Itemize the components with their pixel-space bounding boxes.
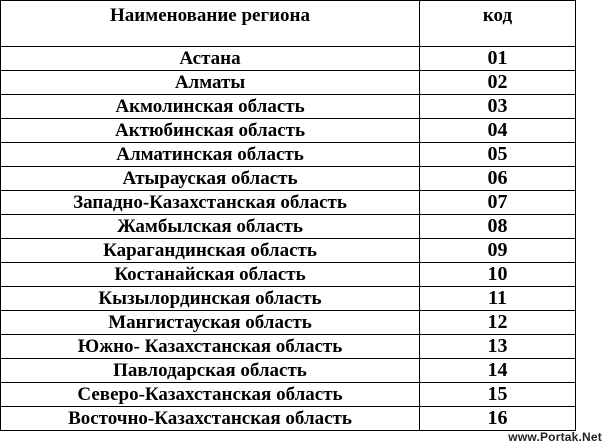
table-row bbox=[1, 71, 576, 95]
table-row bbox=[1, 239, 576, 263]
region-name-cell: Атырауская область bbox=[1, 167, 420, 191]
table-row bbox=[1, 263, 576, 287]
region-name-cell: Восточно-Казахстанская область bbox=[1, 407, 420, 431]
table-row bbox=[1, 143, 576, 167]
region-code-cell: 03 bbox=[420, 95, 576, 119]
region-name-cell: Астана bbox=[1, 47, 420, 71]
region-code-cell: 02 bbox=[420, 71, 576, 95]
region-name-cell: Алматинская область bbox=[1, 143, 420, 167]
table-row bbox=[1, 335, 576, 359]
region-name-cell: Жамбылская область bbox=[1, 215, 420, 239]
table-row bbox=[1, 95, 576, 119]
table-row bbox=[1, 311, 576, 335]
table-row bbox=[1, 287, 576, 311]
region-name-cell: Западно-Казахстанская область bbox=[1, 191, 420, 215]
region-code-cell: 16 bbox=[420, 407, 576, 431]
table-row bbox=[1, 215, 576, 239]
region-code-cell: 08 bbox=[420, 215, 576, 239]
region-name-cell: Северо-Казахстанская область bbox=[1, 383, 420, 407]
header-row bbox=[1, 1, 576, 47]
region-name-cell: Южно- Казахстанская область bbox=[1, 335, 420, 359]
region-code-cell: 12 bbox=[420, 311, 576, 335]
table-row bbox=[1, 119, 576, 143]
header-region-name: Наименование региона bbox=[1, 1, 420, 47]
region-name-cell: Алматы bbox=[1, 71, 420, 95]
region-code-cell: 10 bbox=[420, 263, 576, 287]
table-row bbox=[1, 47, 576, 71]
region-code-cell: 05 bbox=[420, 143, 576, 167]
region-code-cell: 07 bbox=[420, 191, 576, 215]
region-name-cell: Карагандинская область bbox=[1, 239, 420, 263]
region-code-cell: 11 bbox=[420, 287, 576, 311]
region-name-cell: Мангистауская область bbox=[1, 311, 420, 335]
region-code-cell: 13 bbox=[420, 335, 576, 359]
region-name-cell: Кызылординская область bbox=[1, 287, 420, 311]
table-row bbox=[1, 359, 576, 383]
region-code-cell: 15 bbox=[420, 383, 576, 407]
table-row bbox=[1, 167, 576, 191]
region-code-cell: 04 bbox=[420, 119, 576, 143]
region-code-cell: 06 bbox=[420, 167, 576, 191]
header-code: код bbox=[420, 1, 576, 47]
region-code-cell: 01 bbox=[420, 47, 576, 71]
region-name-cell: Костанайская область bbox=[1, 263, 420, 287]
region-code-cell: 14 bbox=[420, 359, 576, 383]
region-name-cell: Акмолинская область bbox=[1, 95, 420, 119]
region-name-cell: Актюбинская область bbox=[1, 119, 420, 143]
region-code-cell: 09 bbox=[420, 239, 576, 263]
table-row bbox=[1, 191, 576, 215]
table-body bbox=[1, 47, 576, 431]
watermark-text: www.Portak.Net bbox=[508, 430, 602, 444]
table-row bbox=[1, 407, 576, 431]
table-row bbox=[1, 383, 576, 407]
region-name-cell: Павлодарская область bbox=[1, 359, 420, 383]
